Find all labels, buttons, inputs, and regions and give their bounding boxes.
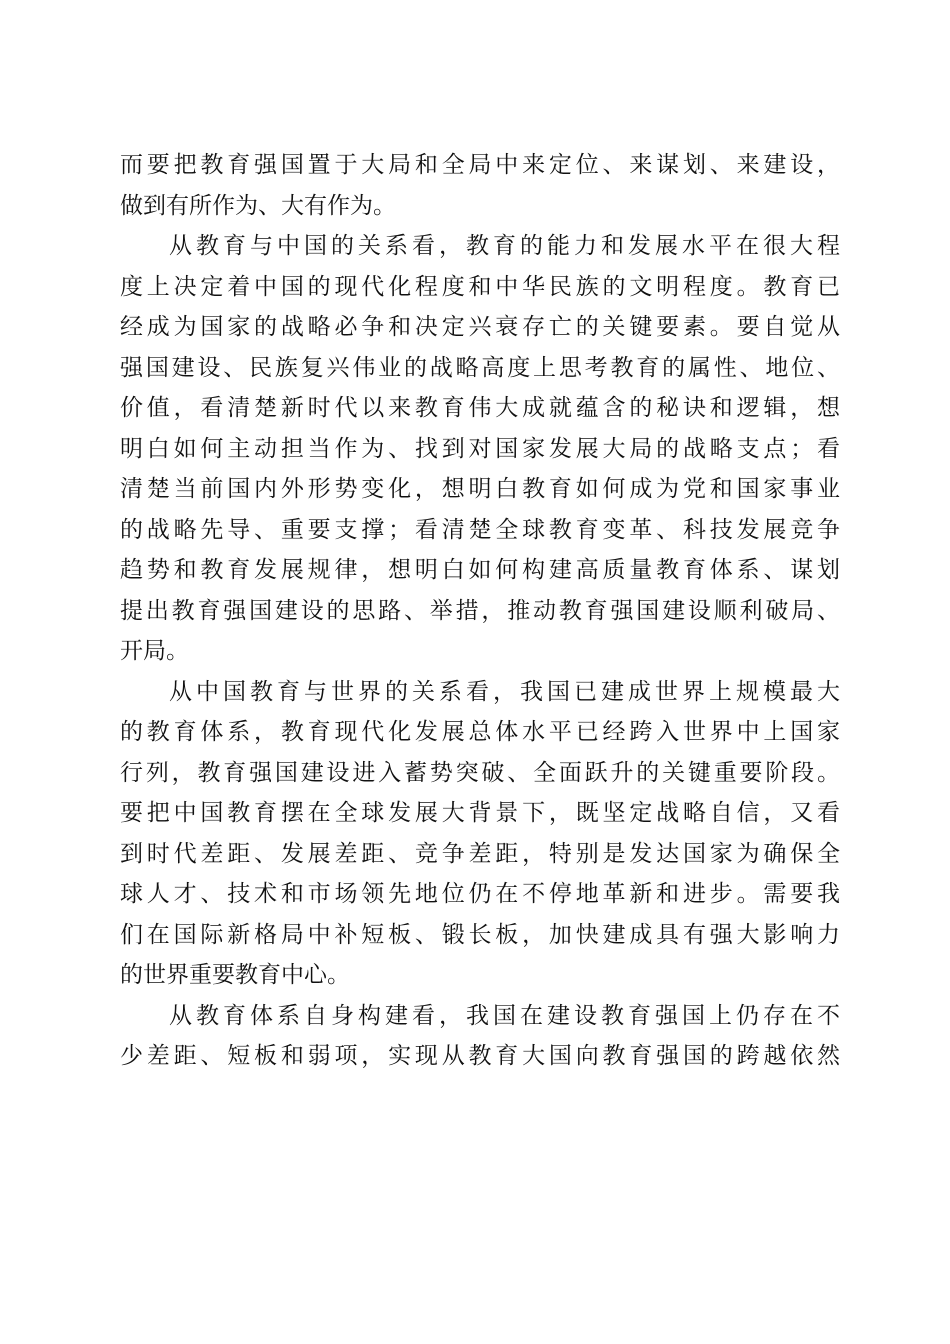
text-line: 的世界重要教育中心。 bbox=[120, 962, 350, 988]
text-line: 少差距、短板和弱项，实现从教育大国向教育强国的跨越依然 bbox=[120, 1043, 840, 1069]
text-line: 价值，看清楚新时代以来教育伟大成就蕴含的秘诀和逻辑，想 bbox=[120, 395, 840, 421]
text-line: 明白如何主动担当作为、找到对国家发展大局的战略支点；看 bbox=[120, 435, 840, 462]
text-line: 从教育与中国的关系看，教育的能力和发展水平在很大程 bbox=[169, 233, 840, 259]
text-line: 趋势和教育发展规律，想明白如何构建高质量教育体系、谋划 bbox=[120, 557, 840, 583]
text-line: 从教育体系自身构建看，我国在建设教育强国上仍存在不 bbox=[169, 1002, 840, 1029]
text-line: 们在国际新格局中补短板、锻长板，加快建成具有强大影响力 bbox=[120, 921, 840, 948]
text-line: 行列，教育强国建设进入蓄势突破、全面跃升的关键重要阶段。 bbox=[120, 759, 840, 786]
text-line: 强国建设、民族复兴伟业的战略高度上思考教育的属性、地位、 bbox=[120, 354, 840, 381]
text-line: 从中国教育与世界的关系看，我国已建成世界上规模最大 bbox=[169, 678, 840, 705]
text-line: 球人才、技术和市场领先地位仍在不停地革新和进步。需要我 bbox=[120, 881, 840, 907]
text-line: 开局。 bbox=[120, 638, 189, 664]
text-line: 的战略先导、重要支撑；看清楚全球教育变革、科技发展竞争 bbox=[120, 516, 840, 543]
text-line: 到时代差距、发展差距、竞争差距，特别是发达国家为确保全 bbox=[120, 840, 840, 867]
text-line: 的教育体系，教育现代化发展总体水平已经跨入世界中上国家 bbox=[120, 719, 840, 745]
text-line: 提出教育强国建设的思路、举措，推动教育强国建设顺利破局、 bbox=[120, 597, 840, 624]
text-line: 而要把教育强国置于大局和全局中来定位、来谋划、来建设， bbox=[120, 152, 840, 178]
text-line: 做到有所作为、大有作为。 bbox=[120, 192, 396, 219]
text-line: 经成为国家的战略必争和决定兴衰存亡的关键要素。要自觉从 bbox=[120, 314, 840, 340]
text-line: 要把中国教育摆在全球发展大背景下，既坚定战略自信，又看 bbox=[120, 800, 840, 826]
text-line: 度上决定着中国的现代化程度和中华民族的文明程度。教育已 bbox=[120, 273, 840, 300]
text-line: 清楚当前国内外形势变化，想明白教育如何成为党和国家事业 bbox=[120, 476, 840, 502]
document-body bbox=[120, 145, 840, 1077]
